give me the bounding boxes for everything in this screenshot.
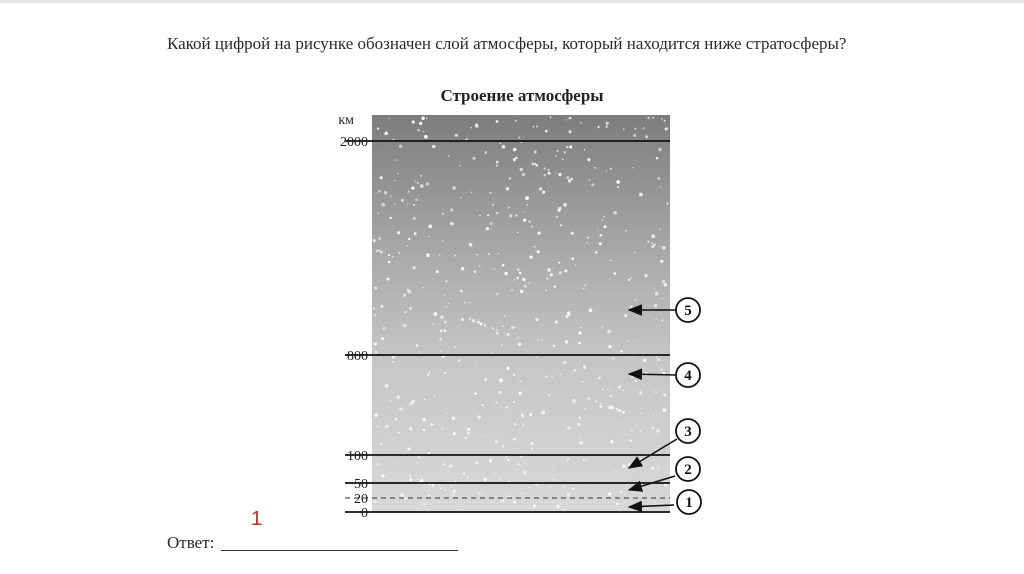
arrow-layer-4 [629,374,676,375]
handwritten-answer: 1 [251,508,263,530]
layer-marker-5-number: 5 [684,303,692,319]
layer-marker-3-number: 3 [684,424,692,440]
altitude-label-50: 50 [354,477,368,492]
diagram-title: Строение атмосферы [440,86,604,105]
altitude-label-100: 100 [347,449,368,464]
layer-marker-4-number: 4 [684,368,692,384]
altitude-label-800: 800 [347,349,368,364]
layer-marker-2-number: 2 [684,462,692,478]
layer-marker-1-number: 1 [685,495,693,511]
answer-label: Ответ: [167,533,215,552]
answer-line [221,550,458,551]
altitude-label-2000: 2000 [340,135,368,150]
altitude-label-0: 0 [361,506,368,521]
altitude-label-20: 20 [354,492,368,507]
question-text: Какой цифрой на рисунке обозначен слой атмосферы, который находится ниже стратосферы? [167,34,847,53]
unit-label: км [338,113,354,128]
